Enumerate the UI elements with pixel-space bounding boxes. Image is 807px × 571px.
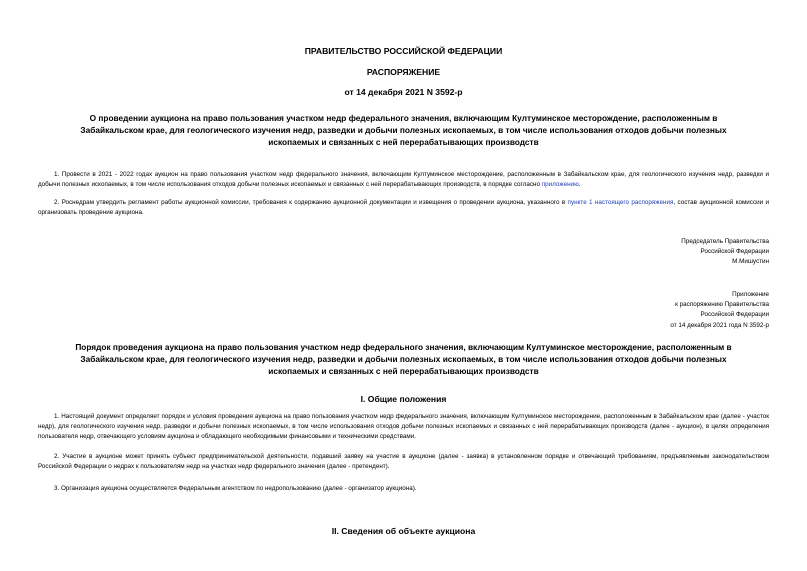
document-date-number: от 14 декабря 2021 N 3592-р	[344, 87, 463, 97]
paragraph-2	[38, 198, 769, 218]
paragraph-1	[38, 170, 769, 190]
paragraph-2-end: , состав аукционной комиссии и организовать проведение аукциона.	[38, 199, 769, 217]
signature-block	[509, 237, 769, 268]
paragraph-1-text: 1. Провести в 2021 - 2022 годах аукцион на право пользования участком недр федерального значения, включающим Култуминское месторождение, расположенным в Забайкальском крае, для геологического изучения недр, разведки и добычи полезных ископаемых, в том числе использования отходов добычи полезных ископаемых и связанных с ней перерабатывающих производств, в порядке согласно	[38, 171, 769, 189]
appendix-label: Приложение	[732, 291, 769, 298]
appendix-date: от 14 декабря 2021 года N 3592-р	[670, 321, 769, 329]
section-1-paragraph-1: 1. Настоящий документ определяет порядок и условия проведения аукциона на право пользования участком недр федерального значения, включающим Култуминское месторождение, расположенным в Забайкальском крае (далее - участок недр), для геологического изучения недр, разведки и добычи полезных ископаемых, в том числе использования отходов добычи полезных ископаемых и связанных с ней перерабатывающих производств (далее - аукцион), в целях определения пользователя недр, отвечающего условиям аукциона и обладающего необходимыми финансовыми и техническими средствами.	[38, 413, 769, 441]
signature-position: Председатель Правительства	[681, 238, 769, 245]
government-heading: ПРАВИТЕЛЬСТВО РОССИЙСКОЙ ФЕДЕРАЦИИ	[304, 46, 503, 56]
signature-name: М.Мишустин	[732, 258, 769, 266]
section-2-title: II. Сведения об объекте аукциона	[331, 526, 476, 536]
appendix-link[interactable]: приложению	[541, 181, 579, 189]
procedure-title: Порядок проведения аукциона на право пользования участком недр федерального значения, включающим Култуминское месторождение, расположенным в Забайкальском крае, для геологического изучения недр, разведки и добычи полезных ископаемых, в том числе использования отходов добычи полезных ископаемых и связанных с ней перерабатывающих производств	[75, 342, 732, 376]
appendix-country: Российской Федерации	[700, 311, 769, 319]
document-type-heading: РАСПОРЯЖЕНИЕ	[366, 67, 441, 77]
section-1-paragraph-2: 2. Участие в аукционе может принять субъект предпринимательской деятельности, подавший заявку на участие в аукционе (далее - заявка) в установленном порядке и отвечающий требованиям, предъявляемым законодательством Российской Федерации о недрах к пользователям недр на участках недр федерального значения (далее - претендент).	[38, 453, 769, 471]
paragraph-1-end: .	[578, 181, 581, 189]
document-title: О проведении аукциона на право пользования участком недр федерального значения, включающим Култуминское месторождение, расположенным в Забайкальском крае, для геологического изучения недр, разведки и добычи полезных ископаемых, в том числе использования отходов добычи полезных ископаемых и связанных с ней перерабатывающих производств	[80, 113, 727, 147]
clause-1-link[interactable]: пункте 1 настоящего распоряжения	[567, 199, 674, 206]
paragraph-2-text: 2. Роснедрам утвердить регламент работы аукционной комиссии, требования к содержанию аукционной документации и извещения о проведении аукциона, указанного в	[54, 199, 568, 206]
section-1-title: I. Общие положения	[360, 394, 447, 404]
appendix-block	[469, 290, 769, 331]
appendix-ref-line: к распоряжению Правительства	[675, 301, 769, 309]
signature-country: Российской Федерации	[700, 248, 769, 256]
section-1-paragraph-3: 3. Организация аукциона осуществляется Федеральным агентством по недропользованию (далее - организатор аукциона).	[54, 485, 417, 492]
